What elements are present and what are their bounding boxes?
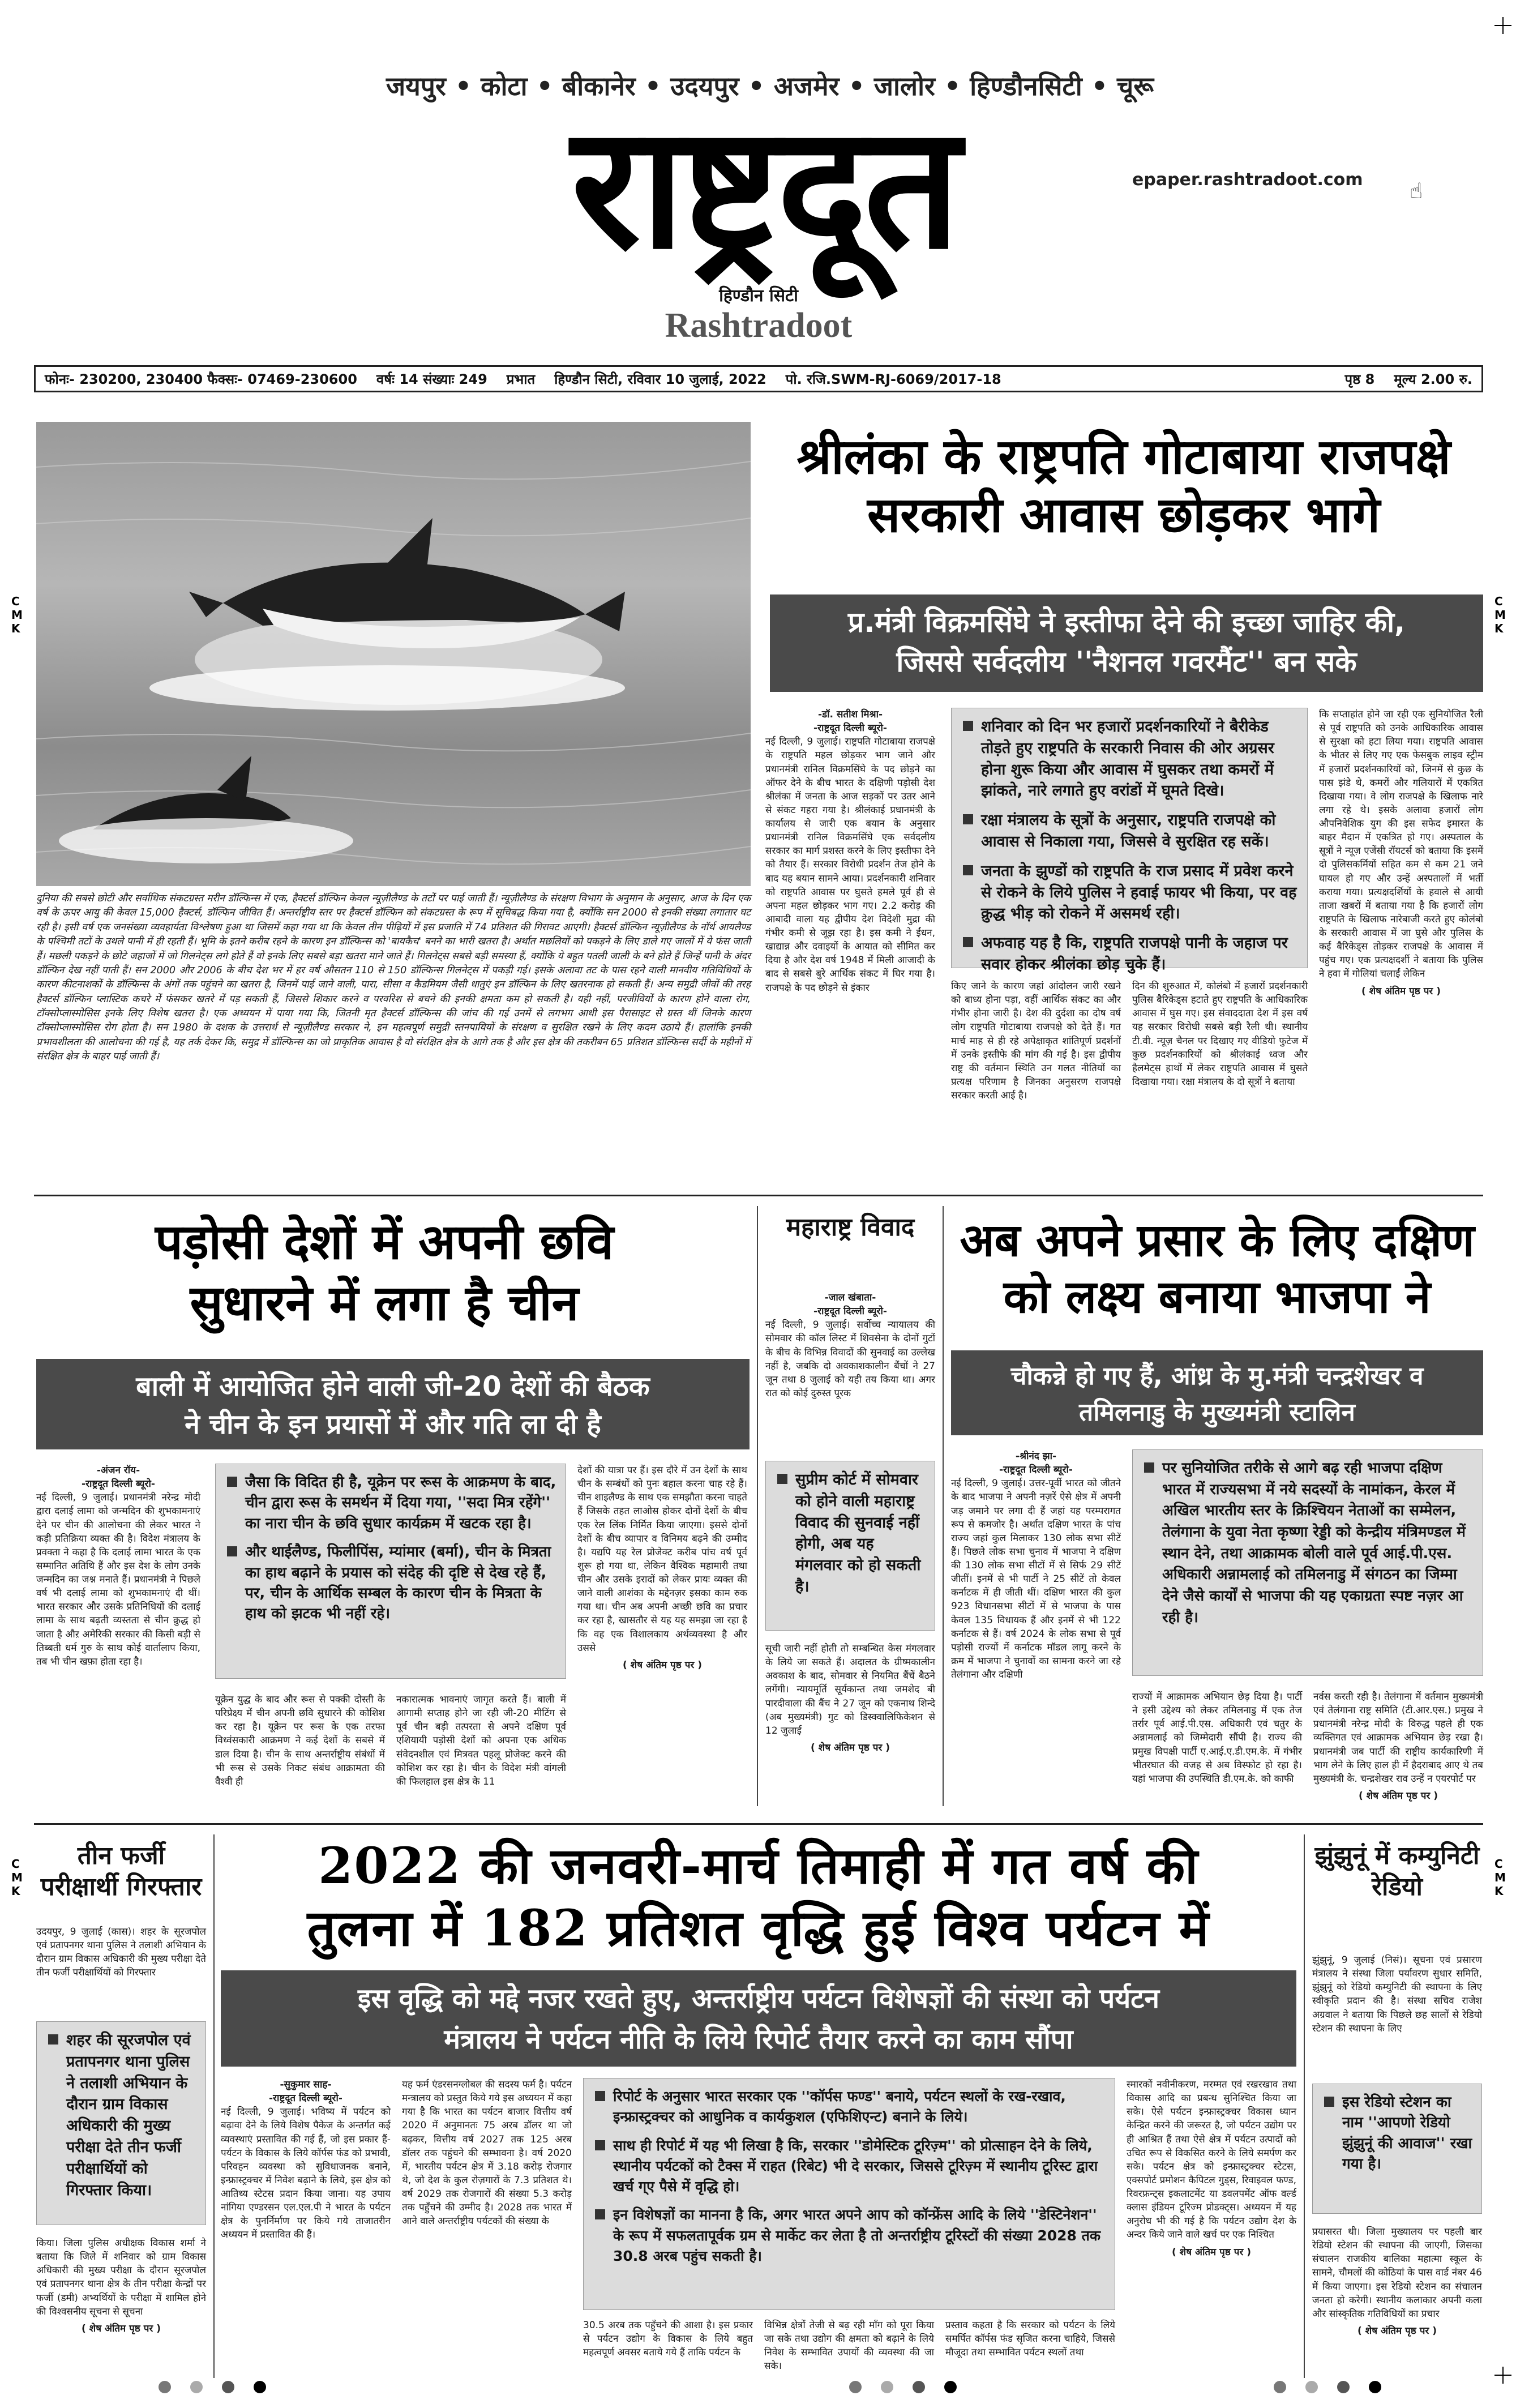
maharashtra-col2: सूची जारी नहीं होती तो सम्बन्धित केस मंगलवार के लिये जा सकते हैं। अदालत के ग्रीष्मकालीन अवकाश के बाद, सोमवार से नियमित बैंचें बैठने लगेंगी। न्यायमूर्ति सूर्यकान्त तथा जमशेद बी पारदीवाला की बैंच ने 27 जून को एकनाथ शिन्दे (अब मुख्यमंत्री) गुट को डिस्क्वालिफिकेशन से 12 जुलाई ( शेष अंतिम पृष्ठ पर ) <box>765 1643 935 1753</box>
srilanka-col1: -डॉ. सतीश मिश्रा- -राष्ट्रदूत दिल्ली ब्यूरो- नई दिल्ली, 9 जुलाई। राष्ट्रपति गोटाबाया राजपक्षे के राष्ट्रपति महल छोड़कर भाग जाने और प्रधानमंत्री रानिल विक्रमसिंघे के पद छोड़ने का ऑफर देने के बीच भारत के दक्षिणी पड़ोसी देश श्रीलंका में जनता के आज सड़कों पर उतर आने से संकट गहरा गया है। श्रीलंकाई प्रधानमंत्री के कार्यालय से जारी एक बयान के अनुसार प्रधानमंत्री रानिल विक्रमसिंघे एक सर्वदलीय सरकार का मार्ग प्रशस्त करने के लिए इस्तीफा देने को तैयार हैं। सरकार विरोधी प्रदर्शन तेज होने के बाद यह बयान सामने आया। प्रदर्शनकारी शनिवार को राष्ट्रपति आवास पर घुसते हमले पूर्व ही से अपना महल छोड़कर भाग गए। 2.2 करोड़ की आबादी वाला यह द्वीपीय देश विदेशी मुद्रा की गंभीर कमी से जूझ रहा है। इस कमी ने ईंधन, खाद्यान्न और दवाइयों के आयात को सीमित कर दिया है और देश वर्ष 1948 में मिली आजादी के बाद से सबसे बुरे आर्थिक संकट में घिर गया है। राजपक्षे के पद छोड़ने से इंकार <box>765 709 935 994</box>
china-col4: देशों की यात्रा पर हैं। इस दौरे में उन देशों के साथ चीन के सम्बंधों को पुनः बहाल करना चाह रहे हैं। चीन शाइलैण्ड के साथ एक समझौता करना चाहते हैं जिसके तहत लाओस होकर दोनों देशों के बीच एक रेल लिंक निर्मित किया जाएगा। इससे दोनों देशों के बीच व्यापार व विनिमय बढ़ने की उम्मीद है। यद्यपि यह रेल प्रोजेक्ट करीब पांच वर्ष पूर्व शुरू हो गया था, लेकिन वैश्विक महामारी तथा चीन और उसके इरादों को लेकर प्रायः व्यक्त की जाने वाली आशंका के मद्देनज़र इसका काम रुक गया था। चीन अब अपनी अच्छी छवि का प्रचार कर रहा है, खासतौर से यह यह समझा जा रहा है कि वह एक विशालकाय अर्थव्यवस्था है और उससे ( शेष अंतिम पृष्ठ पर ) <box>577 1465 747 1671</box>
info-bar <box>34 365 1483 392</box>
info-page: पृष्ठ 8 <box>1344 371 1375 387</box>
info-year: वर्षः 14 संख्याः 249 <box>376 371 487 387</box>
info-phone: फोनः- 230200, 230400 फैक्सः- 07469-230600 <box>45 371 357 387</box>
tourism-col2: यह फर्म एंडरसनग्लोबल की सदस्य फर्म है। पर्यटन मन्त्रालय को प्रस्तुत किये गये इस अध्ययन में कहा गया है कि भारत का पर्यटन बाजार वित्तीय वर्ष 2020 में अनुमानतः 75 अरब डॉलर था जो बढ़कर, वित्तीय वर्ष 2027 तक 125 अरब डॉलर तक पहुंचने की सम्भावना है। वर्ष 2020 में, भारतीय पर्यटन क्षेत्र में 3.18 करोड़ रोजगार थे, जो देश के कुल रोज़गारों के 7.3 प्रतिशत थे। वर्ष 2029 तक रोजगारों की संख्या 5.3 करोड़ तक पहुँचने की उम्मीद है। 2028 तक भारत में आने वाले अन्तर्राष्ट्रीय पर्यटकों की संख्या के <box>402 2079 572 2227</box>
column-rule <box>757 1206 758 1806</box>
jhunjhunu-col1: झुंझुनूं, 9 जुलाई (निसं)। सूचना एवं प्रसारण मंत्रालय ने संस्था जिला पर्यावरण सुधार समिति, झुंझुनूं को रेडियो कम्युनिटी की स्थापना के लिए स्वीकृति प्रदान की है। संस्था सचिव राजेश अग्रवाल ने बताया कि पिछले छह सालों से रेडियो स्टेशन की स्थापना के लिए <box>1312 1954 1482 2034</box>
cmk-mark: C M K <box>11 594 23 635</box>
masthead-title: राष्ट्रदूत <box>571 87 957 286</box>
color-register-dots <box>1274 2381 1401 2396</box>
bjp-highlight: पर सुनियोजित तरीके से आगे बढ़ रही भाजपा दक्षिण भारत में राज्यसभा में नये सदस्यों के नामांकन, केरल में अखिल भारतीय स्तर के क्रिश्चियन नेताओं का सम्मेलन, तेलंगाना के युवा नेता कृष्णा रेड्डी को केन्द्रीय मंत्रिमण्डल में स्थान देने, तथा आक्रामक बोली वाले पूर्व आई.पी.एस. अधिकारी अन्नामलाई को तमिलनाडु में संगठन का जिम्मा देने जैसे कार्यों से भाजपा की यह एकाग्रता स्पष्ट नज़र आ रही है। <box>1132 1449 1483 1676</box>
info-price: मूल्य 2.00 रु. <box>1394 371 1472 387</box>
china-headline: पड़ोसी देशों में अपनी छवि सुधारने में लगा है चीन <box>155 1213 614 1332</box>
column-rule <box>1304 1834 1305 2378</box>
dolphin-photo <box>36 422 751 886</box>
dolphin-caption: दुनिया की सबसे छोटी और सर्वाधिक संकटग्रस्त मरीन डॉल्फिन्स में एक, हैक्टर्स डॉल्फिन केवल न्यूज़ीलैण्ड के तटों पर पाई जाती हैं। न्यूज़ीलैण्ड के संरक्षण विभाग के अनुमान के अनुसार, आज के दिन एक वर्ष के ऊपर आयु की केवल 15,000 हैक्टर्स, डॉल्फिन जीवित हैं। अन्तर्राष्ट्रीय स्तर पर हैक्टर्स डॉल्फिन को संकटग्रस्त के रूप में सूचिबद्ध किया गया है, क्योंकि सन 2000 से इनकी संख्या लगातार घट रही है। इसी वर्ष एक जनसंख्या व्यवहार्यता विश्लेषण हुआ था जिसमें कहा गया था कि केवल तीन पीढ़ियों में इस प्रजाति में 74 प्रतिशत की गिरावट आएगी। हैक्टर्स डॉल्फिन न्यूज़ीलैण्ड के नॉर्थ आयलैण्ड के पश्चिमी तटों के उथले पानी में ही रहती हैं। भूमि के इतने करीब रहने के कारण इन डॉल्फिन्स को 'बायकैच' बनने का भारी खतरा है। अर्थात मछलियों को पकड़ने के लिए डाले गए जालों में ये फंस जाती हैं। मछली पकड़ने के छोटे जहाजों में जो गिलनेट्स लगे होते हैं वो इनके लिए सबसे बड़ा खतरा माने जाते हैं। गिलनेट्स सबसे बड़ी समस्या हैं, क्योंकि ये बहुत पतली जाली के बने होते हैं जिन्हें पानी के अंदर डॉल्फिन देख नहीं पाती हैं। सन 2000 और 2006 के बीच देश भर में हर वर्ष औसतन 110 से 150 डॉल्फिन्स गिलनेट्स में पकड़ी गई। इसके अलावा तट के पास रहने वाली मानवीय गतिविधियों के कारण कीटनाशकों के डॉल्फिन्स के अंगों तक पहुंचने का खतरा है, जिनमें पाई जाने वाली, पारा, सीसा व कैडमियम जैसी धातुएं इन डॉल्फिन के लिए खतरनाक हो सकती हैं। अन्य समुद्री जीवों की तरह हैक्टर्स डॉल्फिन प्लास्टिक कचरे में फंसकर खतरे में पड़ सकती हैं, जिससे शिकार करने व परवरिश से बचने की इनकी क्षमता कम हो सकती है। यही नहीं, परजीवियों के कारण होने वाला रोग, टॉक्सोप्लास्मोसिस इनके लिए विशेष खतरा है। एक अध्ययन में पाया गया कि, जितनी मृत हैक्टर्स डॉल्फिन्स की जांच की गई उनमें से लगभग आधी इस पैरासाइट से ग्रस्त थीं जिनके कारण टॉक्सोप्लास्मोसिस रोग होता है। सन 1980 के दशक के उत्तरार्ध से न्यूज़ीलैण्ड सरकार ने, इन महत्वपूर्ण समुद्री स्तनपायियों के संरक्षण व सुरक्षित रखने के लिए कदम उठाये हैं। हालांकि इनकी प्रभावशीलता की आलोचना की गई है, यह तर्क देकर कि, समुद्र में डॉल्फिन्स का जो प्राकृतिक आवास है वो संरक्षित क्षेत्र के आगे तक है और इस क्षेत्र की तकरीबन 65 प्रतिशत डॉल्फिन्स सर्दी के महीनों में संरक्षित क्षेत्र के बाहर पाई जाती हैं। <box>36 893 751 1063</box>
maharashtra-col1: -जाल खंबाता- -राष्ट्रदूत दिल्ली ब्यूरो- नई दिल्ली, 9 जुलाई। सर्वोच्च न्यायालय की सोमवार की कॉल लिस्ट में शिवसेना के दोनों गुटों के बीच के विभिन्न विवादों की सुनवाई का उल्लेख नहीं है, जबकि दो अवकाशकालीन बैंचों ने 27 जून तथा 8 जुलाई को यही तय किया था। अगर रात को कोई दुरुस्त पूरक <box>765 1292 935 1399</box>
tourism-highlights: रिपोर्ट के अनुसार भारत सरकार एक ''कॉर्पस फण्ड'' बनाये, पर्यटन स्थलों के रख-रखाव, इन्फ्रास्ट्रक्चर को आधुनिक व कार्यकुशल (एफिशिएन्ट) बनाने के लिये। साथ ही रिपोर्ट में यह भी लिखा है कि, सरकार ''डोमेस्टिक टूरिज़्म'' को प्रोत्साहन देने के लिये, स्थानीय पर्यटकों को टैक्स में राहत (रिबेट) भी दे सरकार, जिससे टूरिज़्म में स्थानीय टूरिस्ट द्वारा खर्च ग्ए पैसे में वृद्धि हो। इन विशेषज्ञों का मानना है कि, अगर भारत अपने आप को कॉन्फ्रेंस आदि के लिये ''डेस्टिनेशन'' के रूप में सफलतापूर्वक ग्रम से मार्केट कर लेता है तो अन्तर्राष्ट्रीय टूरिस्टों की संख्या 2028 तक 30.8 अरब पहुंच सकती है। <box>583 2078 1115 2310</box>
srilanka-subheadline: प्र.मंत्री विक्रमसिंघे ने इस्तीफा देने की इच्छा जाहिर की, जिससे सर्वदलीय ''नैशनल गवरमैंट'' बन सके <box>770 594 1483 692</box>
udaipur-highlight: शहर की सूरजपोल एवं प्रतापनगर थाना पुलिस ने तलाशी अभियान के दौरान ग्राम विकास अधिकारी की मुख्य परीक्षा देते तीन फर्जी परीक्षार्थियों को गिरफ्तार किया। <box>36 2021 206 2225</box>
china-col1: -अंजन रॉय- -राष्ट्रदूत दिल्ली ब्यूरो- नई दिल्ली, 9 जुलाई। प्रधानमंत्री नरेन्द्र मोदी द्वारा दलाई लामा को जन्मदिन की शुभकामनाएं देने पर चीन की आलोचना की लेकर भारत ने कड़ी प्रतिक्रिया व्यक्त की है। विदेश मंत्रालय के प्रवक्ता ने कहा है कि दलाई लामा भारत के एक सम्मानित अतिथि हैं और इस देश के लोग उनके जन्मदिन का जश्न मनाते हैं। प्रधानमंत्री ने पिछले वर्ष भी दलाई लामा को शुभकामनाएं दी थीं। भारत सरकार और उसके प्रतिनिधियों की दलाई लामा के साथ बढ़ती व्यस्तता से चीन क्रुद्ध हो जाता है औऱ अमेरिकी सरकार की किसी बड़ी से तिब्बती धर्म गुरु के साथ कोई वार्तालाप किया, तब भी चीन खफ़ा होता रहा है। <box>36 1465 200 1667</box>
srilanka-highlights: शनिवार को दिन भर हजारों प्रदर्शनकारियों ने बैरीकेड तोड़ते हुए राष्ट्रपति के सरकारी निवास की ओर अग्रसर होना शुरू किया और आवास में घुसकर तथा कमरों में झांकते, नारे लगाते हुए वरांडों में घूमते दिखे। रक्षा मंत्रालय के सूत्रों के अनुसार, राष्ट्रपति राजपक्षे को आवास से निकाला गया, जिससे वे सुरक्षित रह सकें। जनता के झुण्डों को राष्ट्रपति के राज प्रसाद में प्रवेश करने से रोकने के लिये पुलिस ने हवाई फायर भी किया, पर वह क्रुद्ध भीड़ को रोकने में असमर्थ रही। अफवाह यह है कि, राष्ट्रपति राजपक्षे पानी के जहाज पर सवार होकर श्रीलंका छोड़ चुके हैं। <box>951 708 1308 968</box>
china-col3: नकारात्मक भावनाएं जागृत करते हैं। बाली में आगामी सप्ताह होने जा रही जी-20 मीटिंग से पूर्व चीन बड़ी तत्परता से अपने दक्षिण पूर्व एशियायी पड़ोसी देशों को अपना एक अधिक संवेदनशील एवं मित्रवत पहलू प्रोजेक्ट करने की कोशिश कर रहा है। चीन के विदेश मंत्री वांगली की फिलहाल इस क्षेत्र के 11 <box>396 1694 566 1787</box>
tourism-col6: स्मारकों नवीनीकरण, मरम्मत एवं रखरखाव तथा विकास आदि का प्रबन्ध सुनिश्चित किया जा सके। ऐसे पर्यटन इन्फ्रास्ट्रक्चर विकास ध्यान केन्द्रित करने की जरूरत है, जो पर्यटन उद्योग पर ही आश्रित हैं तथा ऐसे क्षेत्र में पर्यटन उत्पादों को उचित रूप से विकसित करने के लिये समर्पण कर सके। पर्यटन क्षेत्र को इन्फ्रास्ट्रक्चर स्टेटस, एक्सपोर्ट प्रमोशन कैपिटल गुड्स, रिवाइवल फण्ड, रिवरफ्रन्ट्स इकलाटमेंट या डवलपमेंट ऑफ वर्ल्ड क्लास इंडियन टूरिज्म प्रोडक्ट्स। अध्ययन में यह अनुरोध भी की गई है कि पर्यटन उद्योग देश के अन्दर किये जाने वाले खर्च पर एक निश्चित ( शेष अंतिम पृष्ठ पर ) <box>1127 2079 1296 2258</box>
jhunjhunu-highlight: इस रेडियो स्टेशन का नाम ''आपणो रेडियो झुंझुनूं की आवाज'' रखा गया है। <box>1312 2084 1482 2214</box>
tourism-col4: विभिन्न क्षेत्रों तेजी से बढ़ रही माँग को पूरा किया जा सके तथा उद्योग की क्षमता को बढ़ाने के लिये निवेश के सम्भावित उपायों की व्यवस्था की जा सके। <box>764 2320 934 2372</box>
dolphin-illustration <box>36 422 751 886</box>
srilanka-col5: कि सप्ताहांत होने जा रही एक सुनियोजित रैली से पूर्व राष्ट्रपति को उनके आधिकारिक आवास से सुरक्षा को हटा लिया गया। राष्ट्रपति आवास के भीतर से लिए गए एक फेसबुक लाइव स्ट्रीम में हजारों प्रदर्शनकारियों को, जिनमें से कुछ के पास झंडे थे, कमरों और गलियारों में एकत्रित दिखाया गया। वे लोग राजपक्षे के खिलाफ नारे लगा रहे थे। इसके अलावा हजारों लोग औपनिवेशिक युग की इस सफेद इमारत के बाहर मैदान में एकत्रित हो गए। अस्पताल के सूत्रों ने न्यूज़ एजेंसी रॉयटर्स को बताया कि इसमें दो पुलिसकर्मियों सहित कम से कम 21 जने घायल हो गए और उन्हें अस्पतालों में भर्ती कराया गया। प्रत्यक्षदर्शियों के हवाले से आयी ताजा खबरों में बताया गया है कि हजारों लोग राष्ट्रपति के खिलाफ नारेबाजी करते हुए कोलंबो के सरकारी आवास में जा घुसे और पुलिस के कई बैरिकेड्स तोड़कर राजपक्षे के आवास में पहुंच गए। एक प्रत्यक्षदर्शी ने बताया कि पुलिस ने हवा में गोलियां चलाईं लेकिन ( शेष अंतिम पृष्ठ पर ) <box>1319 709 1483 997</box>
bjp-subheadline: चौकन्ने हो गए हैं, आंध्र के मु.मंत्री चन्द्रशेखर व तमिलनाडु के मुख्यमंत्री स्टालिन <box>951 1350 1483 1435</box>
bjp-col1: -श्रीनंद झा- -राष्ट्रदूत दिल्ली ब्यूरो- नई दिल्ली, 9 जुलाई। उत्तर-पूर्वी भारत को जीतने के बाद भाजपा ने अपनी नज़रें ऐसे क्षेत्र में अपनी जड़ जमाने पर लगा दी हैं जहां यह परम्परागत रूप से कमजोर है। अर्थात दक्षिण भारत के पांच राज्य जहां कुल मिलाकर 130 लोक सभा सीटें हैं। पिछले लोक सभा चुनाव में भाजपा ने दक्षिण की 130 लोक सभा सीटों में से सिर्फ 29 सीटें जीतीं। इनमें से भी पार्टी ने 25 सीटें तो केवल कर्नाटक में ही जीती थीं। दक्षिण भारत की कुल 923 विधानसभा सीटों में से भाजपा के पास केवल 135 विधायक हैं और इनमें से भी 122 कर्नाटक से हैं। वर्ष 2024 के लोक सभा से पूर्व पड़ोसी राज्यों में कर्नाटक मॉडल लागू करने के क्रम में भाजपा ने चुनावों का सामना करने जा रहे तेलंगाना और दक्षिणी <box>951 1451 1121 1680</box>
column-rule <box>943 1206 944 1806</box>
column-rule <box>213 1834 215 2378</box>
info-time: प्रभात <box>506 371 536 387</box>
china-highlights: जैसा कि विदित ही है, यूक्रेन पर रूस के आक्रमण के बाद, चीन द्वारा रूस के समर्थन में दिया गया, ''सदा मित्र रहेंगे'' का नारा चीन के छवि सुधार कार्यक्रम में खटक रहा है। और थाईलैण्ड, फिलीपिंस, म्यांमार (बर्मा), चीन के मित्रता का हाथ बढ़ाने के प्रयास को संदेह की दृष्टि से देख रहे हैं, पर, चीन के आर्थिक सम्बल के कारण चीन के मित्रता के हाथ को झटक भी नहीं रहे। <box>215 1464 566 1679</box>
color-register-dots <box>159 2381 285 2396</box>
udaipur-col1: उदयपुर, 9 जुलाई (कास)। शहर के सूरजपोल एवं प्रतापनगर थाना पुलिस ने तलाशी अभियान के दौरान ग्राम विकास अधिकारी की मुख्य परीक्षा देते तीन फर्जी परीक्षार्थियों को गिरफ्तार <box>36 1926 206 1979</box>
tourism-subheadline: इस वृद्धि को मद्दे नजर रखते हुए, अन्तर्राष्ट्रीय पर्यटन विशेषज्ञों की संस्था को पर्यटन मंत्रालय ने पर्यटन नीति के लिये रिपोर्ट तैयार करने का काम सौंपा <box>221 1970 1296 2067</box>
info-place-date: हिण्डौन सिटी, रविवार 10 जुलाई, 2022 <box>554 371 766 387</box>
srilanka-headline: श्रीलंका के राष्ट्रपति गोटाबाया राजपक्षे सरकारी आवास छोड़कर भागे <box>796 428 1451 544</box>
info-reg: पो. रजि.SWM-RJ-6069/2017-18 <box>785 371 1001 387</box>
english-name: Rashtradoot <box>665 306 853 345</box>
china-col2: यूक्रेन युद्ध के बाद और रूस से पक्की दोस्ती के परिप्रेक्ष्य में चीन अपनी छवि सुधारने की कोशिश कर रहा है। यूक्रेन पर रूस के एक तरफा विध्वंसकारी आक्रमण ने कई देशों के सबसे में डाल दिया है। चीन के साथ अन्तर्राष्ट्रीय संबंधों में भी रूस से उसके निकट संबंध आक्रामता की वैश्वी ही <box>215 1694 385 1787</box>
registration-crosshair <box>1494 17 1511 34</box>
cmk-mark: C M K <box>11 1857 23 1898</box>
bjp-headline: अब अपने प्रसार के लिए दक्षिण को लक्ष्य बनाया भाजपा ने <box>960 1213 1475 1323</box>
registration-crosshair <box>1494 2367 1511 2384</box>
tourism-col5: प्रस्ताव कहता है कि सरकार को पर्यटन के लिये समर्पित कॉर्पस फंड सृजित करना चाहिये, जिससे मौजूदा तथा सम्भावित पर्यटन स्थलों तथा <box>945 2320 1115 2359</box>
cmk-mark: C M K <box>1494 594 1506 635</box>
tourism-col3: 30.5 अरब तक पहुँचने की आशा है। इस प्रकार से पर्यटन उद्योग के विकास के लिये बहुत महत्वपूर्ण अवसर बताये गये हैं ताकि पर्यटन के <box>583 2320 753 2359</box>
cmk-mark: C M K <box>1494 1857 1506 1898</box>
edition-name: हिण्डौन सिटी <box>719 286 798 306</box>
epaper-url[interactable]: epaper.rashtradoot.com <box>1132 170 1363 190</box>
tourism-headline: 2022 की जनवरी-मार्च तिमाही में गत वर्ष की तुलना में 182 प्रतिशत वृद्धि हुई विश्व पर्यटन में <box>307 1836 1210 1957</box>
pointer-hand-icon: ☝ <box>1410 178 1423 203</box>
tourism-col1: -सुकुमार साह- -राष्ट्रदूत दिल्ली ब्यूरो- नई दिल्ली, 9 जुलाई। भविष्य में पर्यटन को बढ़ावा देने के लिये विशेष पैकेज के अन्तर्गत कई व्यवस्थाएं प्रस्तावित की गई हैं, जो इस प्रकार हैं- पर्यटन के विकास के लिये कॉर्पस फंड को प्रभावी, परिवहन व्यवस्था को सुविधाजनक बनाने, इन्फ्रास्ट्रक्चर में निवेश बढ़ाने के लिये, इस क्षेत्र को आतिथ्य स्टेटस प्रदान किया जाना। यह उपाय नांगिया एण्डरसन एल.एल.पी ने भारत के पर्यटन क्षेत्र के पुनर्निर्माण पर किये गये ताजातरीन अध्ययन में प्रस्तावित की हैं। <box>221 2079 391 2241</box>
jhunjhunu-heading: झुंझुनूं में कम्युनिटी रेडियो <box>1314 1841 1480 1901</box>
maharashtra-heading: महाराष्ट्र विवाद <box>786 1213 915 1242</box>
section-divider <box>34 1823 1483 1825</box>
jhunjhunu-col2: प्रयासरत थी। जिला मुख्यालय पर पहली बार रेडियो स्टेशन की स्थापना की जाएगी, जिसका संचालन राजकीय बालिका महात्मा स्कूल के सामने, चौमलों की कोठियां के पास वार्ड नंबर 46 में किया जाएगा। इस रेडियो स्टेशन का संचालन जनता हो करेगी। स्थानीय कलाकार अपनी कला और सांस्कृतिक गतिविधियों का प्रचार ( शेष अंतिम पृष्ठ पर ) <box>1312 2226 1482 2337</box>
section-divider <box>34 1195 1483 1196</box>
srilanka-col4: दिन की शुरुआत में, कोलंबो में हजारों प्रदर्शनकारी पुलिस बैरिकेड्स हटाते हुए राष्ट्रपति के आधिकारिक आवास में घुस गए। इस संवाददाता देश में इस वर्ष यह सरकार विरोधी सबसे बड़ी रैली थी। स्थानीय टी.वी. न्यूज़ चैनल पर दिखाए गए वीडियो फुटेज में कुछ प्रदर्शनकारियों को श्रीलंकाई ध्वज और हैलमेट्स हाथों में लेकर राष्ट्रपति आवास में घुसते दिखाया गया। रक्षा मंत्रालय के दो सूत्रों ने बताया <box>1132 981 1308 1088</box>
srilanka-col3: किए जाने के कारण जहां आंदोलन जारी रखने को बाध्य होना पड़ा, वहीं आर्थिक संकट का और गंभीर होना जारी है। देश की दुर्दशा का दोष वर्ष लोग राष्ट्रपति गोटाबाया राजपक्षे को देते हैं। गत मार्च माह से ही रहे अपेक्षाकृत शांतिपूर्ण प्रदर्शनों में उनके इस्तीफे की मांग की गई है। इस द्वीपीय राष्ट्र की वर्तमान स्थिति उन गलत नीतियों का प्रत्यक्ष परिणाम है जिनका अनुसरण राजपक्षे सरकार करती आई है। <box>951 981 1121 1101</box>
udaipur-col2: किया। जिला पुलिस अधीक्षक विकास शर्मा ने बताया कि जिले में शनिवार को ग्राम विकास अधिकारी की मुख्य परीक्षा के दौरान सूरजपोल एवं प्रतापनगर थाना क्षेत्र के तीन परीक्षा केन्द्रों पर फर्जी (डमी) अभ्यर्थियों के परीक्षा में शामिल होने की विश्वसनीय सूचना से सूचना ( शेष अंतिम पृष्ठ पर ) <box>36 2238 206 2334</box>
maharashtra-highlight: सुप्रीम कोर्ट में सोमवार को होने वाली महाराष्ट्र विवाद की सुनवाई नहीं होगी, अब यह मंगलवार को हो सकती है। <box>765 1461 935 1631</box>
bjp-col2: राज्यों में आक्रामक अभियान छेड़ दिया है। पार्टी ने इसी उद्देश्य को लेकर तमिलनाडु में एक तेज तर्रार पूर्व आई.पी.एस. अधिकारी एवं चतुर के अन्नामलाई को जिम्मेदारी सौंपी है। राज्य की प्रमुख विपक्षी पार्टी ए.आई.ए.डी.एम.के. में गंभीर भीतरघात की वजह से अब विस्फोट हो रहा है। यहां भाजपा की उपस्थिति डी.एम.के. को काफी <box>1132 1691 1302 1785</box>
color-register-dots <box>849 2381 976 2396</box>
china-subheadline: बाली में आयोजित होने वाली जी-20 देशों की बैठक ने चीन के इन प्रयासों में और गति ला दी है <box>36 1359 750 1449</box>
bjp-col3: नर्वस करती रही है। तेलंगाना में वर्तमान मुख्यमंत्री एवं तेलंगाना राष्ट्र समिति (टी.आर.एस.) प्रमुख ने प्रधानमंत्री नरेन्द्र मोदी के विरुद्ध पहले ही एक व्यक्तिगत एवं आक्रामक अभियान छेड़ रखा है। प्रधानमंत्री जब पार्टी की राष्ट्रीय कार्यकारिणी में भाग लेने के लिए हाल ही में हैदराबाद आए थे तब मुख्यमंत्री के. चन्द्रशेखर राव उन्हें न एयरपोर्ट पर ( शेष अंतिम पृष्ठ पर ) <box>1313 1691 1483 1802</box>
masthead-cities: जयपुर • कोटा • बीकानेर • उदयपुर • अजमेर • जालोर • हिण्डौनसिटी • चूरू <box>386 71 1154 101</box>
udaipur-heading: तीन फर्जी परीक्षार्थी गिरफ्तार <box>40 1841 202 1901</box>
